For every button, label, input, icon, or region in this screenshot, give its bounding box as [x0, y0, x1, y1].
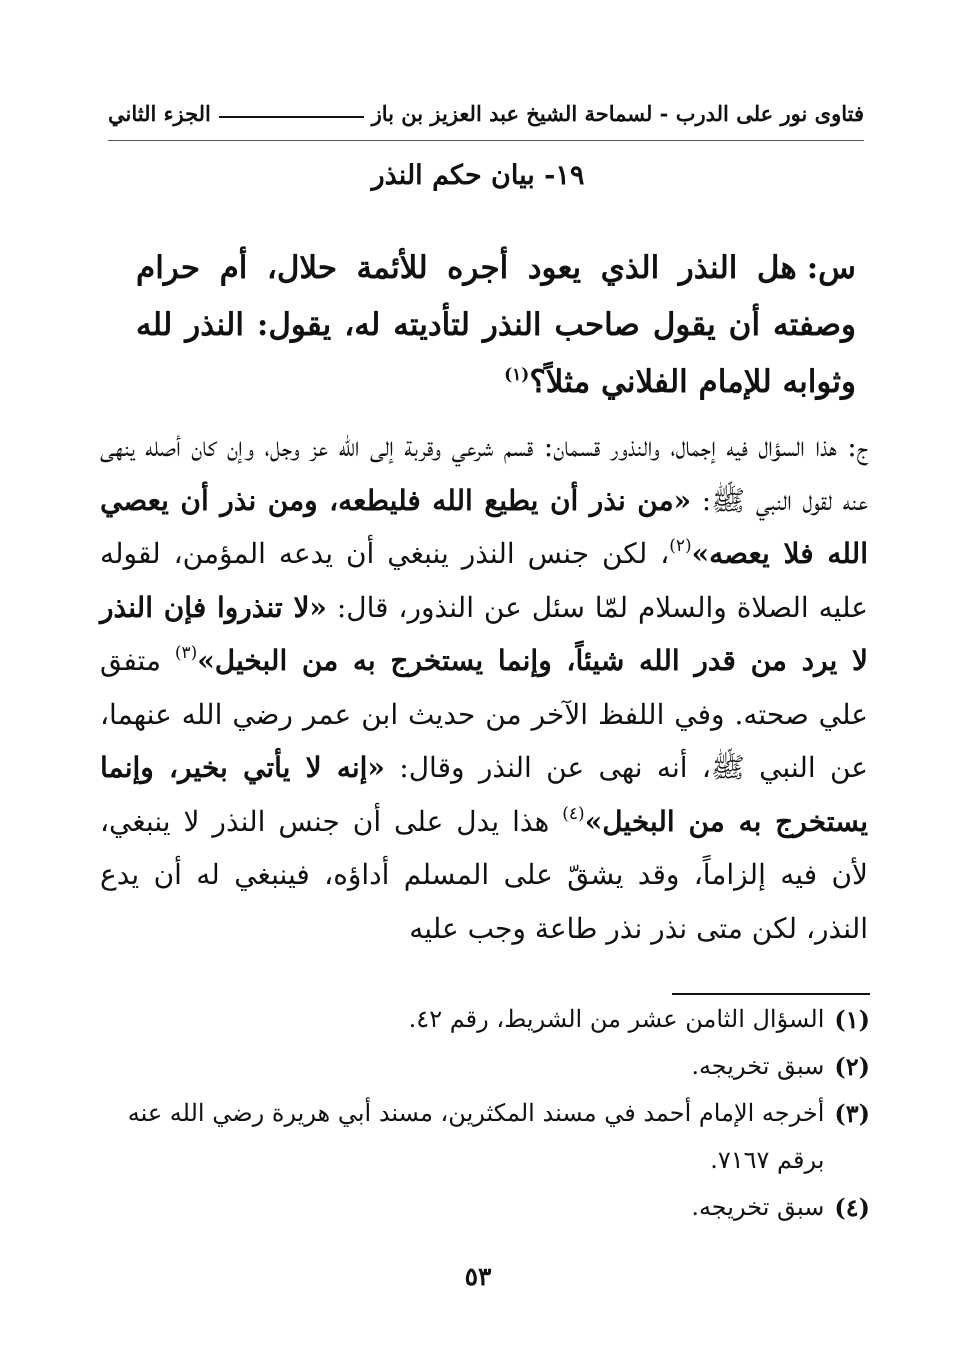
footnote-text: السؤال الثامن عشر من الشريط، رقم ٤٢. — [408, 1005, 825, 1033]
book-title: فتاوى نور على الدرب - لسماحة الشيخ عبد العزيز بن باز — [371, 100, 864, 126]
page-number: ٥٣ — [464, 1262, 492, 1291]
footnote-number: (٤) — [834, 1193, 870, 1222]
footnote-item — [100, 1043, 870, 1090]
footnote-number: (٣) — [834, 1099, 870, 1128]
footnote-ref-3[interactable]: (٣) — [174, 643, 198, 663]
footnotes — [100, 996, 870, 1231]
hadith-quote-2: «لا تنذروا فإن النذر لا يرد من قدر الله شيئاً، وإنما يستخرج به من البخيل» — [100, 590, 868, 677]
footnote-text: سبق تخريجه. — [691, 1193, 825, 1221]
header-dash-rule — [219, 116, 364, 118]
answer-text-1: هذا السؤال فيه إجمال، والنذور قسمان: قسم شرعي وقربة إلى الله عز وجل، وإن كان أصله ينهى عنه لقول النبي ﷺ: — [100, 430, 868, 517]
footnote-ref-4[interactable]: (٤) — [562, 803, 585, 824]
section-title: ١٩- بيان حكم النذر — [371, 160, 585, 191]
book-part: الجزء الثاني — [108, 100, 211, 126]
question-label: س: — [806, 250, 856, 286]
header-divider — [108, 140, 864, 141]
footnote-text: سبق تخريجه. — [691, 1052, 825, 1080]
question-block — [136, 240, 856, 411]
footnote-ref-2[interactable]: (٢) — [669, 536, 692, 556]
footnote-divider — [672, 993, 870, 995]
answer-label: ج: — [847, 430, 868, 463]
footnote-number: (٢) — [834, 1052, 870, 1081]
answer-text-3: متفق علي صحته. وفي اللفظ الآخر من حديث ابن عمر رضي الله عنهما، عن النبي ﷺ، أنه نهى عن النذر وقال: — [100, 644, 868, 784]
hadith-quote-3: «إنه لا يأتي بخير، وإنما يستخرج به من البخيل» — [100, 751, 868, 838]
question-text: هل النذر الذي يعود أجره للأئمة حلال، أم حرام وصفته أن يقول صاحب النذر لتأديته له، يقول: النذر لله وثوابه للإمام الفلاني مثلاً؟ — [136, 250, 856, 400]
answer-block — [100, 420, 868, 955]
footnote-item — [100, 1184, 870, 1231]
answer-text-2: ، لكن جنس النذر ينبغي أن يدعه المؤمن، لقوله عليه الصلاة والسلام لمّا سئل عن النذور، قال: — [100, 537, 869, 624]
footnote-number: (١) — [834, 1005, 870, 1034]
answer-text-4: هذا يدل على أن جنس النذر لا ينبغي، لأن فيه إلزاماً، وقد يشقّ على المسلم أداؤه، فينبغي له أن يدع النذر، لكن متى نذر نذر طاعة وجب عليه — [100, 804, 868, 945]
running-header — [108, 96, 864, 130]
hadith-quote-1: «من نذر أن يطيع الله فليطعه، ومن نذر أن يعصي الله فلا يعصه» — [100, 483, 868, 570]
footnote-item — [100, 996, 870, 1043]
footnote-ref-1[interactable]: (١) — [504, 365, 530, 385]
footnote-text: أخرجه الإمام أحمد في مسند المكثرين، مسند أبي هريرة رضي الله عنه برقم ٧١٦٧. — [127, 1099, 825, 1174]
footnote-item — [100, 1090, 870, 1184]
